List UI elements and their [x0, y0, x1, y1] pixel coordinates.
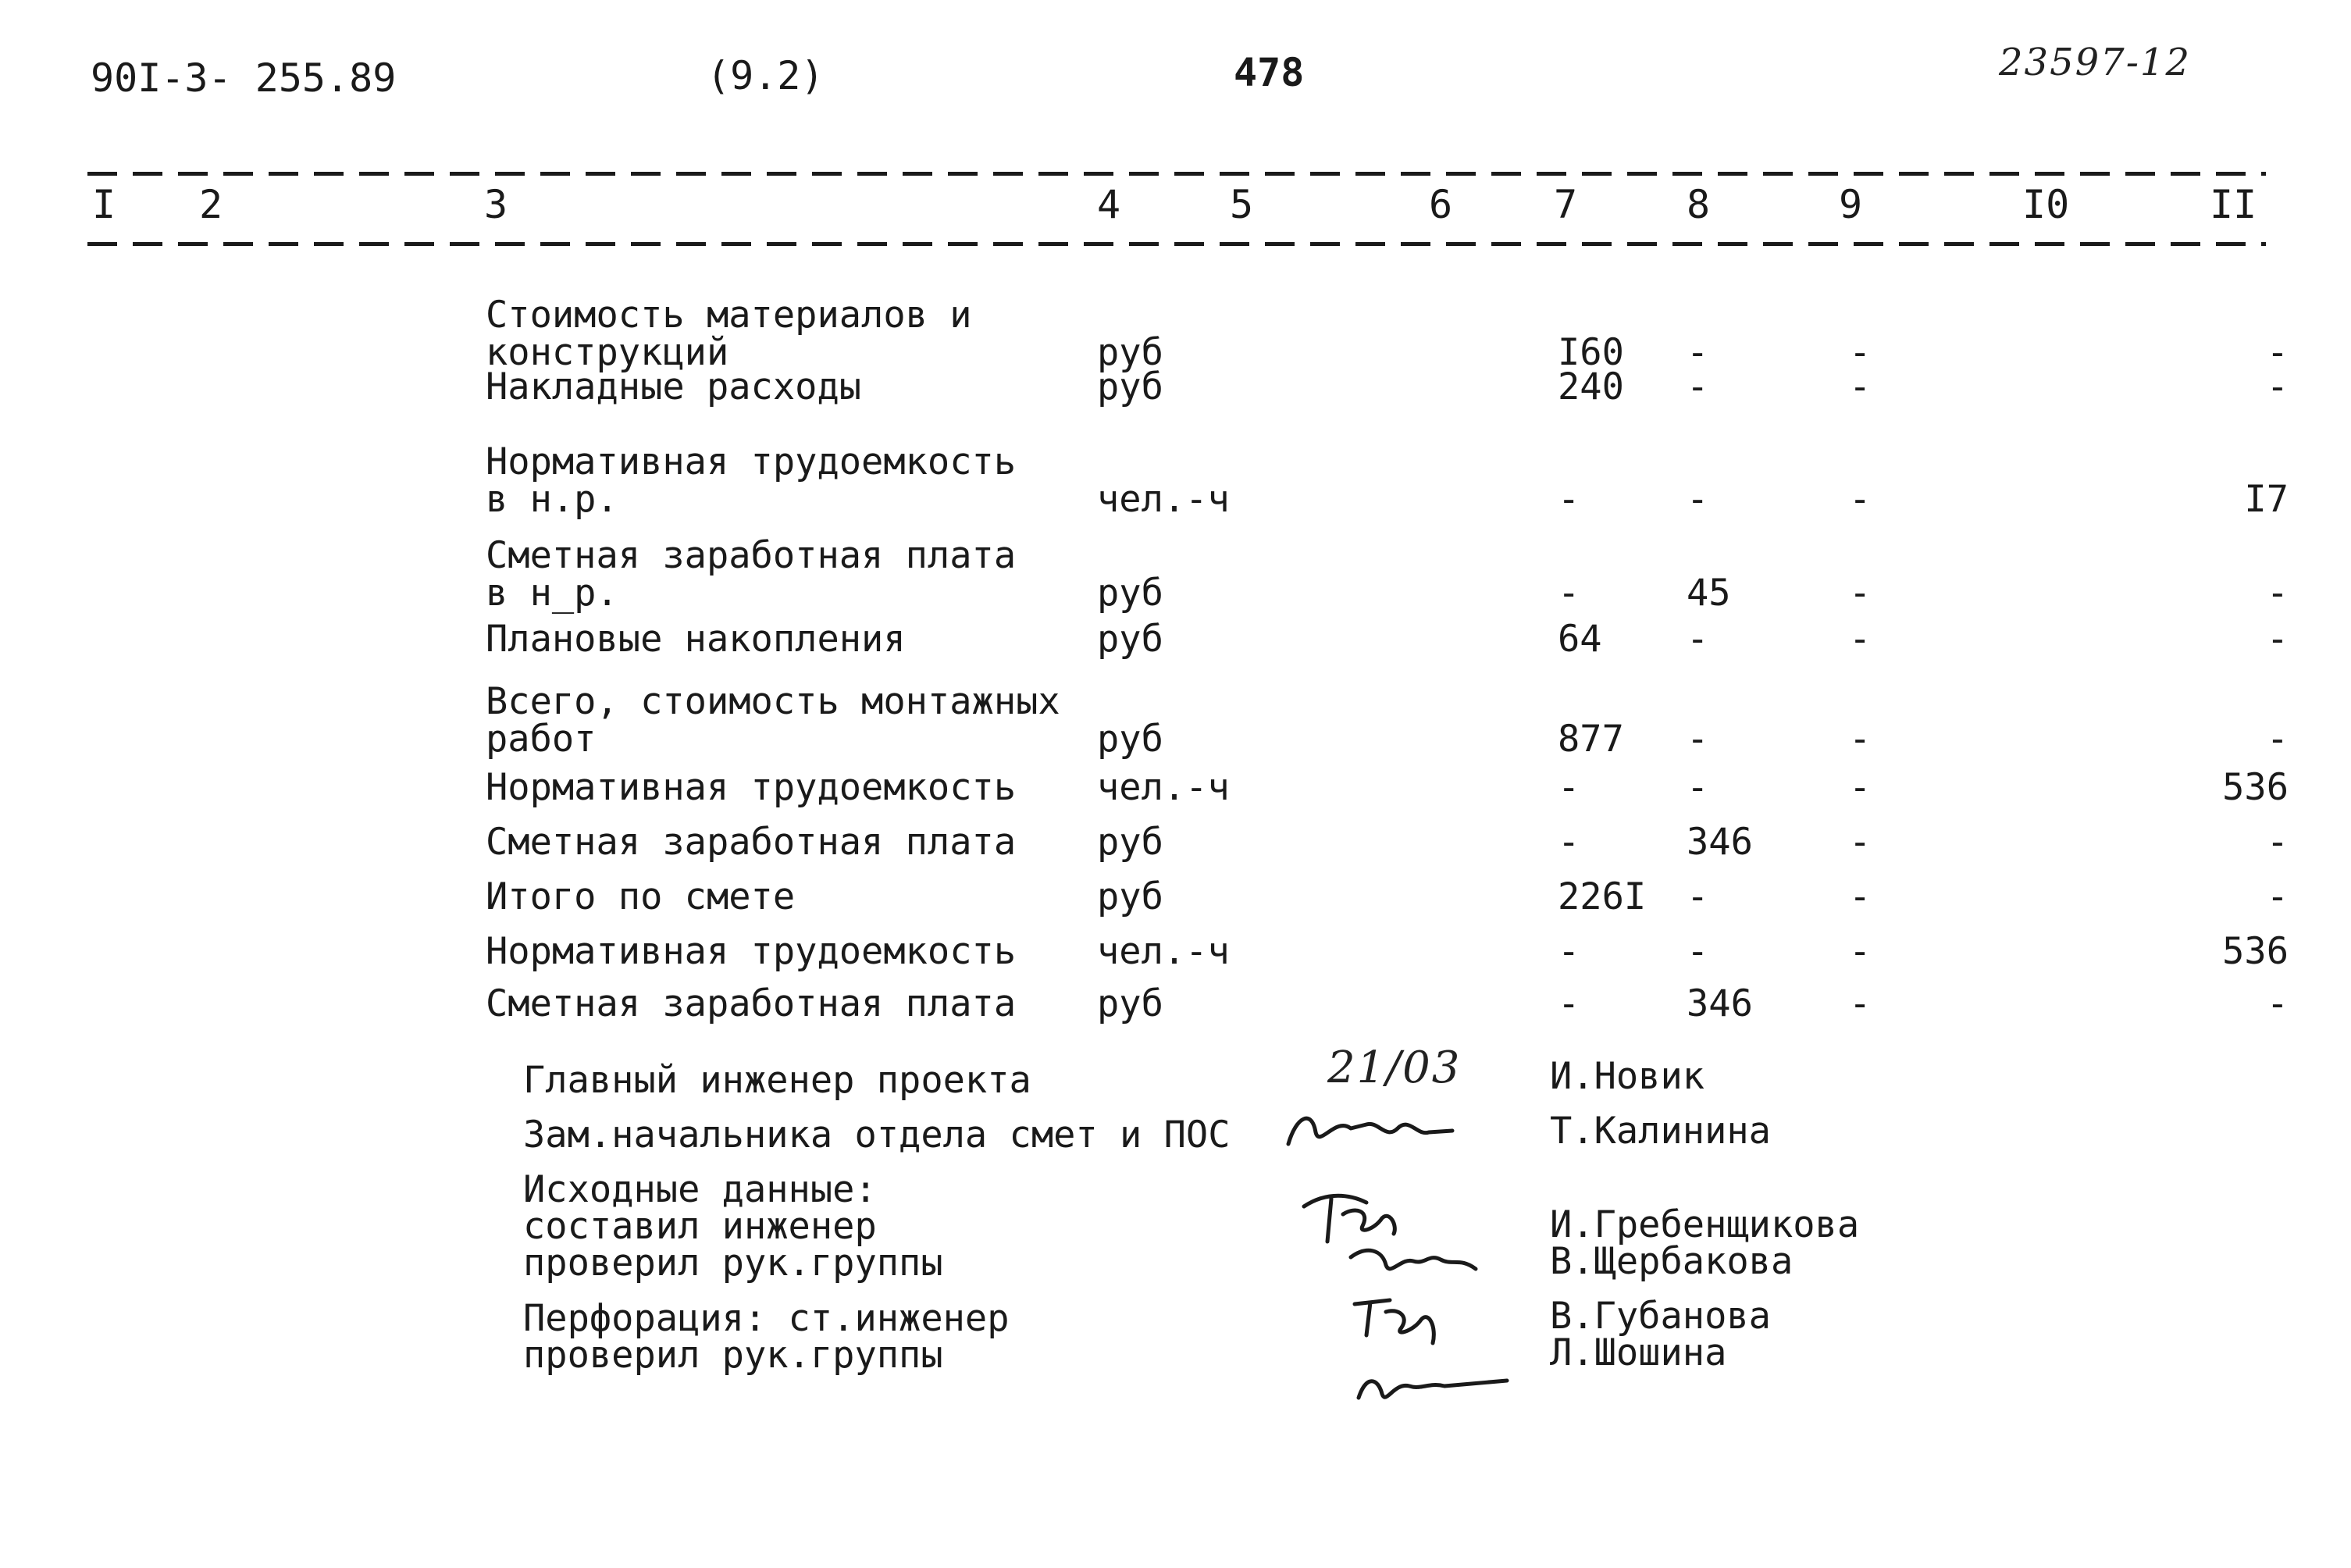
row-name: Итого по смете — [486, 875, 796, 918]
row-name: Сметная заработная плата — [486, 534, 1017, 577]
row-col11: - — [2266, 718, 2289, 761]
column-number: 2 — [199, 182, 223, 227]
row-col9: - — [1849, 875, 1872, 918]
column-number: 5 — [1230, 182, 1254, 227]
deputy-head-name: Т.Калинина — [1550, 1110, 1771, 1153]
row-col7: - — [1558, 572, 1580, 615]
row-col11: - — [2266, 875, 2289, 918]
source-data-checked-name: В.Щербакова — [1550, 1240, 1794, 1283]
row-col7: 240 — [1558, 365, 1624, 408]
row-col8: - — [1687, 875, 1709, 918]
row-col9: - — [1849, 718, 1872, 761]
perforation-name: В.Губанова — [1550, 1295, 1771, 1338]
chief-engineer-handwriting: 21/03 — [1327, 1042, 1462, 1093]
row-col8: - — [1687, 618, 1709, 661]
row-col8: - — [1687, 365, 1709, 408]
row-unit: руб — [1097, 982, 1163, 1025]
chief-engineer-name: И.Новик — [1550, 1055, 1705, 1098]
row-unit: руб — [1097, 718, 1163, 761]
section-number: (9.2) — [707, 53, 825, 98]
column-number: 4 — [1097, 182, 1121, 227]
chief-engineer-role: Главный инженер проекта — [523, 1059, 1031, 1102]
row-col8: - — [1687, 718, 1709, 761]
row-col9: - — [1849, 821, 1872, 864]
column-number: I — [92, 182, 116, 227]
row-unit: руб — [1097, 875, 1163, 918]
row-unit: чел.-ч — [1097, 766, 1230, 809]
row-col11: - — [2266, 618, 2289, 661]
row-unit: руб — [1097, 572, 1163, 615]
row-col11: I7 — [2244, 478, 2289, 521]
row-col11: - — [2266, 821, 2289, 864]
row-col8: - — [1687, 478, 1709, 521]
row-name: Нормативная трудоемкость — [486, 766, 1017, 809]
row-col11: - — [2266, 365, 2289, 408]
row-col8: - — [1687, 930, 1709, 973]
row-name: Стоимость материалов и — [486, 294, 972, 337]
row-col7: - — [1558, 930, 1580, 973]
row-name: Сметная заработная плата — [486, 982, 1017, 1025]
row-col8: - — [1687, 331, 1709, 374]
perforation-role: Перфорация: ст.инженер — [523, 1297, 1010, 1340]
source-data-signatures — [1296, 1183, 1499, 1292]
column-number: I0 — [2022, 182, 2070, 227]
column-number: 9 — [1839, 182, 1863, 227]
archive-number: 23597-12 — [1999, 41, 2191, 84]
row-name: в н_р. — [486, 572, 618, 615]
row-col11: - — [2266, 572, 2289, 615]
row-col7: - — [1558, 766, 1580, 809]
perforation-checked-name: Л.Шошина — [1550, 1331, 1727, 1374]
row-name: в н.р. — [486, 478, 618, 521]
row-col11: - — [2266, 982, 2289, 1025]
row-col9: - — [1849, 331, 1872, 374]
perforation-signatures — [1343, 1288, 1523, 1413]
row-col7: - — [1558, 982, 1580, 1025]
row-name: работ — [486, 718, 597, 761]
row-unit: чел.-ч — [1097, 478, 1230, 521]
row-col7: - — [1558, 821, 1580, 864]
row-col8: 45 — [1687, 572, 1731, 615]
row-col11: - — [2266, 331, 2289, 374]
row-name: Сметная заработная плата — [486, 821, 1017, 864]
row-col7: - — [1558, 478, 1580, 521]
row-unit: руб — [1097, 331, 1163, 374]
deputy-head-signature — [1281, 1101, 1460, 1156]
row-name: конструкций — [486, 331, 729, 374]
page-number: 478 — [1234, 50, 1305, 95]
perforation-checked-role: проверил рук.группы — [523, 1334, 943, 1377]
row-col9: - — [1849, 982, 1872, 1025]
row-col7: 226I — [1558, 875, 1647, 918]
column-number: 7 — [1554, 182, 1578, 227]
row-unit: руб — [1097, 365, 1163, 408]
row-col8: 346 — [1687, 982, 1753, 1025]
row-col9: - — [1849, 365, 1872, 408]
row-col8: 346 — [1687, 821, 1753, 864]
row-col7: 877 — [1558, 718, 1624, 761]
source-data-checked-role: проверил рук.группы — [523, 1242, 943, 1285]
column-number: 8 — [1687, 182, 1711, 227]
row-name: Нормативная трудоемкость — [486, 440, 1017, 483]
row-col8: - — [1687, 766, 1709, 809]
row-col9: - — [1849, 618, 1872, 661]
row-col7: 64 — [1558, 618, 1602, 661]
row-col9: - — [1849, 766, 1872, 809]
row-col9: - — [1849, 930, 1872, 973]
column-number: II — [2210, 182, 2257, 227]
column-number: 3 — [484, 182, 508, 227]
row-col9: - — [1849, 478, 1872, 521]
source-data-compiled-role: составил инженер — [523, 1205, 877, 1248]
row-unit: чел.-ч — [1097, 930, 1230, 973]
source-data-title: Исходные данные: — [523, 1168, 877, 1211]
row-col9: - — [1849, 572, 1872, 615]
table-top-rule — [87, 172, 2266, 176]
document-code: 90I-3- 255.89 — [91, 55, 397, 101]
source-data-compiled-name: И.Гребенщикова — [1550, 1203, 1860, 1246]
row-name: Накладные расходы — [486, 365, 862, 408]
row-unit: руб — [1097, 618, 1163, 661]
row-name: Плановые накопления — [486, 618, 906, 661]
row-unit: руб — [1097, 821, 1163, 864]
row-name: Нормативная трудоемкость — [486, 930, 1017, 973]
deputy-head-role: Зам.начальника отдела смет и ПОС — [523, 1114, 1231, 1156]
row-col11: 536 — [2222, 766, 2289, 809]
row-col7: I60 — [1558, 331, 1624, 374]
row-name: Всего, стоимость монтажных — [486, 680, 1060, 723]
column-number: 6 — [1429, 182, 1453, 227]
table-header-rule — [87, 242, 2266, 246]
row-col11: 536 — [2222, 930, 2289, 973]
